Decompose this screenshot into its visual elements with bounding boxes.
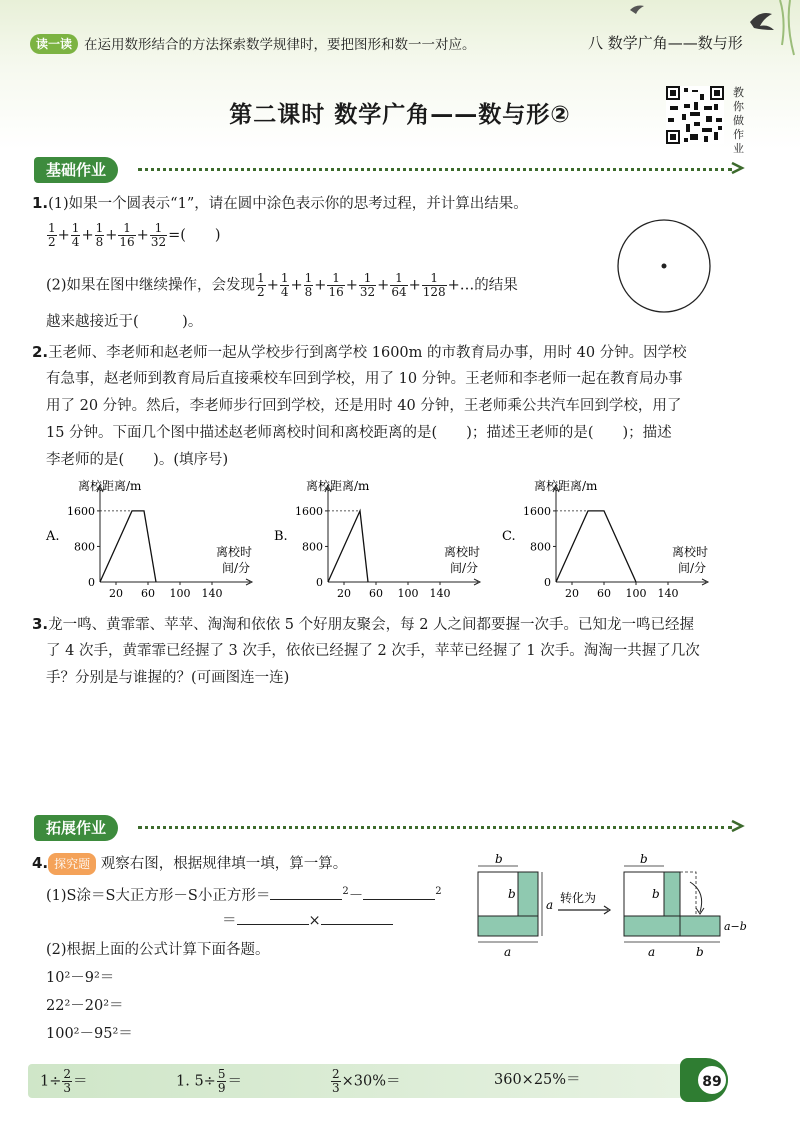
q1-part2-suffix: +…的结果 <box>447 277 518 294</box>
fraction: $\frac{1}{128}$ <box>422 271 446 299</box>
graph-letter: A. <box>46 529 60 544</box>
y-axis-label: 离校距离/m <box>534 479 598 493</box>
q4-calc[interactable]: 10²－9²＝ <box>46 970 115 986</box>
label-a: a <box>648 945 656 959</box>
label-b: b <box>696 945 704 959</box>
superscript: 2 <box>342 886 349 897</box>
qr-caption: 教你做作业 <box>733 86 744 155</box>
y-tick-label: 800 <box>74 540 95 554</box>
q2-line: 15 分钟。下面几个图中描述赵老师离校时间和离校距离的是( )；描述王老师的是( )；描述 <box>46 425 672 441</box>
equals-sign: ＝ <box>222 913 237 929</box>
q3-line: 龙一鸣、黄霏霏、苹苹、淘淘和依依 5 个好朋友聚会，每 2 人之间都要握一次手。已知龙一鸣已经握 <box>48 617 695 633</box>
y-tick-label: 800 <box>530 540 551 554</box>
fraction: $\frac{2}{3}$ <box>63 1067 72 1095</box>
fraction: $\frac{1}{64}$ <box>391 271 407 299</box>
label-a: a <box>546 898 554 912</box>
series-line <box>328 511 368 582</box>
fraction: $\frac{1}{32}$ <box>150 221 167 249</box>
fraction: $\frac{1}{32}$ <box>359 271 376 299</box>
fraction: $\frac{1}{16}$ <box>119 221 135 249</box>
x-axis-label: 离校时 <box>216 545 253 559</box>
footer-text: 1÷ <box>40 1073 62 1090</box>
x-tick-label: 60 <box>369 587 383 600</box>
question-number: 1. <box>32 194 49 212</box>
x-axis-label: 间/分 <box>222 561 251 575</box>
answer-blank[interactable] <box>363 885 435 900</box>
question-1 <box>32 193 528 214</box>
footer-text: ＝ <box>227 1073 242 1090</box>
q2-line: 用了 20 分钟。然后，李老师步行回到学校，还是用时 40 分钟，王老师乘公共汽车回到学校，用了 <box>46 398 682 414</box>
x-tick-label: 20 <box>109 587 123 600</box>
q1-part2-line2: 越来越接近于( )。 <box>46 314 203 330</box>
fraction: $\frac{1}{2}$ <box>257 271 265 299</box>
minus-sign: － <box>348 887 364 904</box>
x-tick-label: 140 <box>429 587 451 600</box>
q4-formula-line1 <box>46 882 442 906</box>
question-2 <box>32 342 687 363</box>
q4-intro: 观察右图，根据规律填一填，算一算。 <box>100 856 348 872</box>
fraction: $\frac{1}{4}$ <box>71 221 80 249</box>
graph-a[interactable] <box>44 476 264 604</box>
question-number: 4. <box>32 854 49 872</box>
tip-badge: 读一读 <box>30 34 78 54</box>
x-axis-label: 间/分 <box>678 561 707 575</box>
y-tick-label: 1600 <box>67 504 95 518</box>
q3-answer-area[interactable] <box>46 696 746 806</box>
footer-calc-1[interactable] <box>40 1068 88 1095</box>
q4-formula-text: (1)S涂＝S大正方形－S小正方形＝ <box>46 887 271 904</box>
y-tick-label: 0 <box>316 576 323 589</box>
label-b: b <box>652 887 660 901</box>
fraction: $\frac{1}{2}$ <box>48 221 56 249</box>
arrow-right-icon <box>730 160 746 176</box>
x-tick-label: 20 <box>565 587 579 600</box>
answer-blank[interactable]: =( ) <box>168 227 221 244</box>
square-difference-diagram <box>462 852 762 962</box>
x-tick-label: 100 <box>625 587 647 600</box>
series-line <box>556 511 636 582</box>
q1-sum-expression: $\frac{1}{2}$ + $\frac{1}{4}$ + $\frac{1}{8}$ + $\frac{1}{16}$ + $\frac{1}{32}$ =( ) <box>48 221 221 249</box>
q2-line: 王老师、李老师和赵老师一起从学校步行到离学校 1600m 的市教育局办事，用时 40 分钟。因学校 <box>48 345 687 361</box>
x-axis-label: 间/分 <box>450 561 479 575</box>
q4-formula-line2 <box>222 910 393 931</box>
x-tick-label: 20 <box>337 587 351 600</box>
page-number: 89 <box>696 1064 728 1096</box>
label-a: a <box>504 945 512 959</box>
fraction: $\frac{1}{8}$ <box>304 271 313 299</box>
answer-blank[interactable] <box>270 885 342 900</box>
x-tick-label: 140 <box>201 587 223 600</box>
explore-tag: 探究题 <box>48 853 96 875</box>
footer-calc-2[interactable] <box>176 1068 242 1095</box>
label-b: b <box>495 852 503 866</box>
x-tick-label: 140 <box>657 587 679 600</box>
section-divider <box>138 168 732 171</box>
series-line <box>100 511 156 582</box>
q1-part1-text: (1)如果一个圆表示“1”，请在圆中涂色表示你的思考过程，并计算出结果。 <box>48 196 528 212</box>
y-tick-label: 1600 <box>295 504 323 518</box>
convert-label: 转化为 <box>560 891 597 905</box>
y-tick-label: 1600 <box>523 504 551 518</box>
x-tick-label: 100 <box>397 587 419 600</box>
footer-text: ×30%＝ <box>341 1073 401 1090</box>
graph-letter: C. <box>502 529 516 544</box>
unit-label: 八 数学广角——数与形 <box>588 34 743 52</box>
fraction: $\frac{1}{4}$ <box>280 271 289 299</box>
qr-code-icon[interactable] <box>666 86 724 144</box>
question-number: 2. <box>32 343 49 361</box>
graph-b[interactable] <box>272 476 492 604</box>
label-b: b <box>508 887 516 901</box>
x-axis-label: 离校时 <box>672 545 709 559</box>
y-axis-label: 离校距离/m <box>306 479 370 493</box>
superscript: 2 <box>435 886 442 897</box>
answer-blank[interactable] <box>237 910 309 925</box>
section-basic-label: 基础作业 <box>34 157 118 183</box>
q4-calc[interactable]: 22²－20²＝ <box>46 998 124 1014</box>
unit-circle[interactable] <box>616 218 712 314</box>
q2-line: 李老师的是( )。(填序号) <box>46 452 229 468</box>
x-tick-label: 60 <box>597 587 611 600</box>
times-sign: × <box>308 913 321 929</box>
section-extended-label: 拓展作业 <box>34 815 118 841</box>
arrow-right-icon <box>730 818 746 834</box>
bird-decoration-icon <box>600 0 800 60</box>
q1-part2-prefix: (2)如果在图中继续操作，会发现 <box>46 277 256 294</box>
y-tick-label: 0 <box>88 576 95 589</box>
fraction: $\frac{1}{8}$ <box>95 221 104 249</box>
question-4 <box>32 853 347 875</box>
y-axis-label: 离校距离/m <box>78 479 142 493</box>
y-tick-label: 800 <box>302 540 323 554</box>
q3-line: 手？分别是与谁握的？(可画图连一连) <box>46 670 290 686</box>
label-b: b <box>640 852 648 866</box>
q4-calc[interactable]: 100²－95²＝ <box>46 1026 133 1042</box>
page-title: 第二课时 数学广角——数与形② <box>229 102 571 128</box>
footer-text: ＝ <box>73 1073 88 1090</box>
question-number: 3. <box>32 615 49 633</box>
section-divider <box>138 826 732 829</box>
fraction: $\frac{2}{3}$ <box>332 1067 340 1095</box>
footer-text: 1. 5÷ <box>176 1073 216 1090</box>
graph-c[interactable] <box>500 476 720 604</box>
label-a-minus-b: a−b <box>724 920 747 933</box>
q4-part2: (2)根据上面的公式计算下面各题。 <box>46 942 270 958</box>
answer-blank[interactable] <box>321 910 393 925</box>
footer-calc-3[interactable] <box>330 1068 401 1095</box>
tip-text: 在运用数形结合的方法探索数学规律时，要把图形和数一一对应。 <box>84 37 476 53</box>
graph-letter: B. <box>274 529 288 544</box>
q3-line: 了 4 次手，黄霏霏已经握了 3 次手，依依已经握了 2 次手，苹苹已经握了 1 次手。淘淘一共握了几次 <box>46 643 700 659</box>
question-3 <box>32 614 694 635</box>
fraction: $\frac{1}{16}$ <box>328 271 344 299</box>
y-tick-label: 0 <box>544 576 551 589</box>
q2-line: 有急事，赵老师到教育局后直接乘校车回到学校，用了 10 分钟。王老师和李老师一起在教育局办事 <box>46 371 683 387</box>
x-tick-label: 100 <box>169 587 191 600</box>
fraction: $\frac{5}{9}$ <box>217 1067 226 1095</box>
x-axis-label: 离校时 <box>444 545 481 559</box>
footer-calc-4[interactable]: 360×25%＝ <box>494 1072 581 1088</box>
x-tick-label: 60 <box>141 587 155 600</box>
q1-part2: (2)如果在图中继续操作，会发现 $\frac{1}{2}$ + $\frac{1}{4}$ + $\frac{1}{8}$ + $\frac{1}{16}$ + $\frac{1}{32}$ + $\frac{1}{64}$ + $\frac{1}{128}$ +…的结果 <box>46 271 518 299</box>
